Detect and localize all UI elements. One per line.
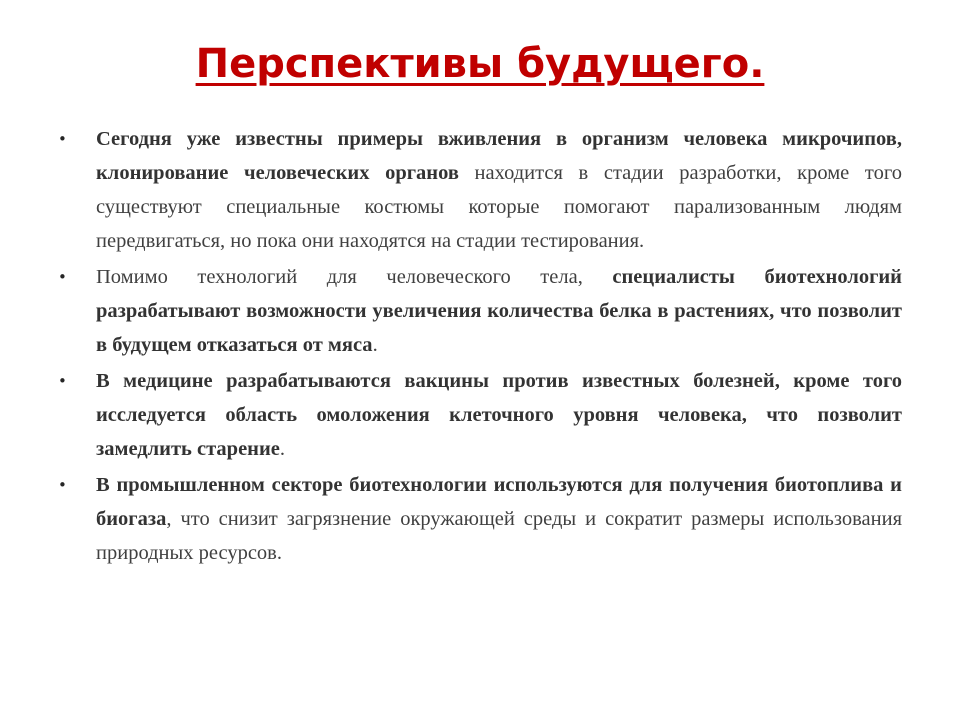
bullet-item-1: [56, 122, 902, 258]
bullet-text: .: [279, 438, 286, 460]
bullet-lead-text: Помимо технологий для человеческого тела,: [96, 266, 613, 288]
bullet-bold-text: специалисты биотехнологий разрабатывают возможности увеличения количества белка в растениях, что позволит в будущем отказаться от мяса: [96, 266, 902, 356]
bullet-bold-text: В промышленном секторе биотехнологии используются для получения биотоплива и биогаза: [96, 474, 902, 530]
bullet-item-2: [56, 260, 902, 362]
slide-title: Перспективы будущего.: [195, 41, 765, 87]
bullet-marker: •: [58, 130, 67, 148]
bullet-bold-text: В медицине разрабатываются вакцины против известных болезней, кроме того исследуется область омоложения клеточного уровня человека, что позволит замедлить старение: [96, 370, 902, 460]
bullet-text: , что снизит загрязнение окружающей среды и сократит размеры использования природных ресурсов.: [96, 508, 902, 564]
bullet-marker: •: [58, 372, 67, 390]
bullet-marker: •: [58, 268, 67, 286]
bullet-text: .: [372, 334, 378, 356]
bullet-item-4: [56, 468, 902, 570]
bullet-text: находится в стадии разработки, кроме того существуют специальные костюмы которые помогают парализованным людям передвигаться, но пока они находятся на стадии тестирования.: [96, 162, 902, 252]
bullet-list: [56, 122, 902, 572]
bullet-bold-text: Сегодня уже известны примеры вживления в организм человека микрочипов, клонирование человеческих органов: [96, 128, 902, 184]
bullet-marker: •: [58, 476, 67, 494]
bullet-item-3: [56, 364, 902, 466]
